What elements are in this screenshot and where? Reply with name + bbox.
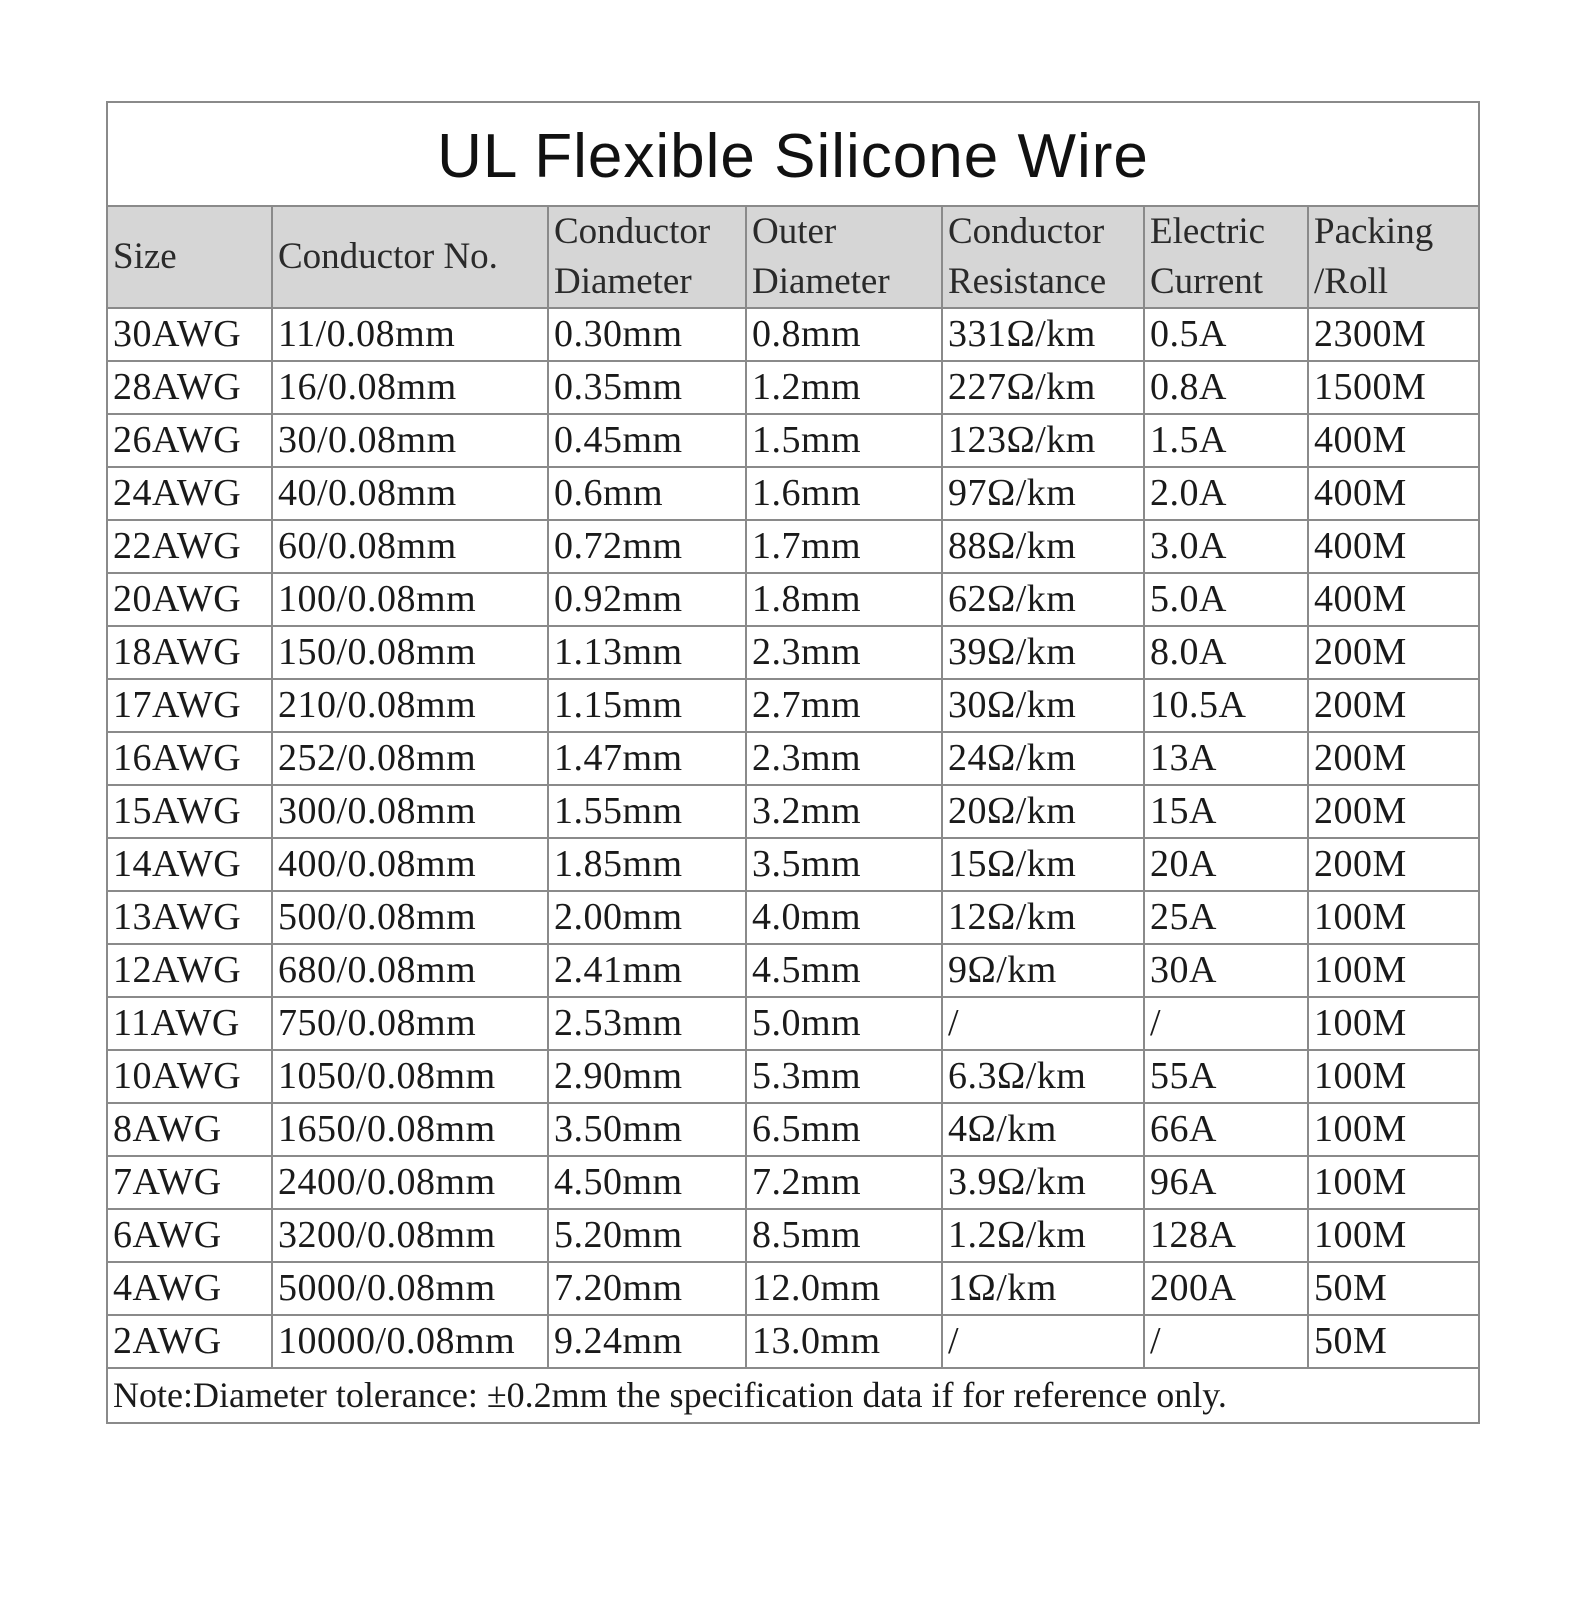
table-row [108,997,1478,1050]
cell-outer-diameter: 2.7mm [746,679,942,732]
cell-conductor-diameter: 9.24mm [548,1315,746,1368]
table-row [108,626,1478,679]
cell-conductor-diameter: 0.92mm [548,573,746,626]
cell-conductor-no: 400/0.08mm [272,838,548,891]
cell-conductor-no: 750/0.08mm [272,997,548,1050]
header-outer-diameter-line1: Outer [752,211,837,252]
table-row [108,520,1478,573]
cell-conductor-resistance: 6.3Ω/km [942,1050,1144,1103]
footnote: Note:Diameter tolerance: ±0.2mm the specification data if for reference only. [113,1375,1227,1415]
table-row [108,838,1478,891]
cell-conductor-no: 1650/0.08mm [272,1103,548,1156]
cell-electric-current: 3.0A [1144,520,1308,573]
cell-packing: 1500M [1308,361,1478,414]
header-size [108,207,272,308]
table-row [108,1262,1478,1315]
cell-conductor-diameter: 2.90mm [548,1050,746,1103]
cell-packing: 2300M [1308,308,1478,361]
cell-conductor-resistance: 331Ω/km [942,308,1144,361]
cell-conductor-diameter: 1.55mm [548,785,746,838]
cell-electric-current: / [1144,997,1308,1050]
cell-conductor-diameter: 1.15mm [548,679,746,732]
cell-conductor-no: 100/0.08mm [272,573,548,626]
cell-conductor-resistance: 3.9Ω/km [942,1156,1144,1209]
table-row [108,308,1478,361]
cell-conductor-no: 680/0.08mm [272,944,548,997]
cell-conductor-no: 300/0.08mm [272,785,548,838]
cell-conductor-no: 210/0.08mm [272,679,548,732]
cell-electric-current: 20A [1144,838,1308,891]
cell-conductor-diameter: 0.35mm [548,361,746,414]
cell-packing: 200M [1308,679,1478,732]
cell-outer-diameter: 0.8mm [746,308,942,361]
cell-conductor-resistance: 12Ω/km [942,891,1144,944]
cell-conductor-resistance: 24Ω/km [942,732,1144,785]
cell-conductor-diameter: 1.85mm [548,838,746,891]
cell-conductor-diameter: 2.00mm [548,891,746,944]
cell-conductor-resistance: / [942,997,1144,1050]
cell-packing: 400M [1308,573,1478,626]
cell-conductor-resistance: 20Ω/km [942,785,1144,838]
cell-electric-current: 0.5A [1144,308,1308,361]
cell-outer-diameter: 2.3mm [746,626,942,679]
cell-outer-diameter: 1.2mm [746,361,942,414]
cell-conductor-diameter: 0.72mm [548,520,746,573]
header-conductor-diameter [548,207,746,308]
cell-electric-current: 15A [1144,785,1308,838]
spec-table [108,207,1478,1369]
cell-outer-diameter: 5.3mm [746,1050,942,1103]
spec-table-body [108,308,1478,1368]
cell-outer-diameter: 4.5mm [746,944,942,997]
cell-packing: 200M [1308,785,1478,838]
cell-conductor-resistance: 15Ω/km [942,838,1144,891]
cell-conductor-diameter: 0.6mm [548,467,746,520]
table-row [108,1050,1478,1103]
cell-packing: 100M [1308,1050,1478,1103]
header-conductor-no [272,207,548,308]
cell-conductor-resistance: 39Ω/km [942,626,1144,679]
cell-electric-current: 66A [1144,1103,1308,1156]
header-conductor-diameter-line1: Conductor [554,211,711,252]
header-conductor-resistance-line1: Conductor [948,211,1105,252]
cell-size: 24AWG [108,467,272,520]
table-row [108,414,1478,467]
cell-packing: 100M [1308,997,1478,1050]
cell-conductor-no: 1050/0.08mm [272,1050,548,1103]
header-packing [1308,207,1478,308]
cell-size: 12AWG [108,944,272,997]
header-electric-current-line2: Current [1150,261,1264,302]
cell-size: 14AWG [108,838,272,891]
cell-outer-diameter: 12.0mm [746,1262,942,1315]
cell-packing: 100M [1308,1103,1478,1156]
cell-outer-diameter: 13.0mm [746,1315,942,1368]
cell-conductor-resistance: 123Ω/km [942,414,1144,467]
cell-electric-current: 128A [1144,1209,1308,1262]
cell-conductor-diameter: 0.45mm [548,414,746,467]
cell-electric-current: 200A [1144,1262,1308,1315]
header-conductor-resistance-line2: Resistance [948,261,1107,302]
cell-packing: 200M [1308,732,1478,785]
cell-size: 20AWG [108,573,272,626]
cell-size: 8AWG [108,1103,272,1156]
table-row [108,467,1478,520]
cell-outer-diameter: 6.5mm [746,1103,942,1156]
cell-size: 13AWG [108,891,272,944]
cell-conductor-diameter: 7.20mm [548,1262,746,1315]
header-conductor-no-label: Conductor No. [278,236,498,277]
cell-conductor-no: 11/0.08mm [272,308,548,361]
cell-conductor-resistance: 97Ω/km [942,467,1144,520]
cell-size: 6AWG [108,1209,272,1262]
cell-conductor-no: 150/0.08mm [272,626,548,679]
header-outer-diameter-line2: Diameter [752,261,890,302]
cell-conductor-resistance: 9Ω/km [942,944,1144,997]
cell-size: 11AWG [108,997,272,1050]
cell-electric-current: 5.0A [1144,573,1308,626]
cell-conductor-resistance: 4Ω/km [942,1103,1144,1156]
cell-conductor-resistance: 1Ω/km [942,1262,1144,1315]
header-conductor-resistance [942,207,1144,308]
cell-outer-diameter: 7.2mm [746,1156,942,1209]
cell-electric-current: 96A [1144,1156,1308,1209]
cell-packing: 200M [1308,626,1478,679]
cell-outer-diameter: 1.8mm [746,573,942,626]
spec-sheet [106,101,1480,1424]
cell-conductor-resistance: 227Ω/km [942,361,1144,414]
cell-conductor-no: 2400/0.08mm [272,1156,548,1209]
cell-size: 15AWG [108,785,272,838]
table-row [108,891,1478,944]
cell-conductor-no: 16/0.08mm [272,361,548,414]
table-row [108,573,1478,626]
cell-conductor-no: 60/0.08mm [272,520,548,573]
cell-conductor-no: 30/0.08mm [272,414,548,467]
table-row [108,1103,1478,1156]
cell-packing: 100M [1308,1156,1478,1209]
cell-conductor-resistance: 88Ω/km [942,520,1144,573]
cell-size: 16AWG [108,732,272,785]
cell-conductor-resistance: / [942,1315,1144,1368]
cell-packing: 50M [1308,1262,1478,1315]
cell-conductor-diameter: 3.50mm [548,1103,746,1156]
cell-packing: 50M [1308,1315,1478,1368]
table-row [108,361,1478,414]
table-row [108,785,1478,838]
cell-electric-current: 30A [1144,944,1308,997]
cell-conductor-resistance: 1.2Ω/km [942,1209,1144,1262]
cell-size: 22AWG [108,520,272,573]
cell-electric-current: 13A [1144,732,1308,785]
header-electric-current [1144,207,1308,308]
cell-size: 26AWG [108,414,272,467]
cell-conductor-resistance: 62Ω/km [942,573,1144,626]
table-row [108,1315,1478,1368]
cell-outer-diameter: 1.7mm [746,520,942,573]
table-row [108,732,1478,785]
cell-packing: 400M [1308,520,1478,573]
cell-size: 7AWG [108,1156,272,1209]
table-row [108,944,1478,997]
cell-outer-diameter: 3.2mm [746,785,942,838]
header-row [108,207,1478,308]
cell-electric-current: / [1144,1315,1308,1368]
cell-size: 30AWG [108,308,272,361]
header-size-label: Size [113,236,177,277]
header-outer-diameter [746,207,942,308]
cell-outer-diameter: 2.3mm [746,732,942,785]
cell-outer-diameter: 4.0mm [746,891,942,944]
cell-conductor-diameter: 2.41mm [548,944,746,997]
cell-conductor-no: 3200/0.08mm [272,1209,548,1262]
cell-conductor-diameter: 4.50mm [548,1156,746,1209]
cell-outer-diameter: 1.5mm [746,414,942,467]
cell-outer-diameter: 8.5mm [746,1209,942,1262]
cell-size: 28AWG [108,361,272,414]
cell-size: 4AWG [108,1262,272,1315]
cell-packing: 100M [1308,944,1478,997]
cell-size: 18AWG [108,626,272,679]
header-conductor-diameter-line2: Diameter [554,261,692,302]
cell-conductor-diameter: 1.47mm [548,732,746,785]
cell-size: 17AWG [108,679,272,732]
cell-size: 10AWG [108,1050,272,1103]
cell-electric-current: 8.0A [1144,626,1308,679]
cell-outer-diameter: 1.6mm [746,467,942,520]
cell-conductor-no: 500/0.08mm [272,891,548,944]
cell-packing: 400M [1308,467,1478,520]
cell-packing: 400M [1308,414,1478,467]
cell-packing: 100M [1308,891,1478,944]
cell-conductor-resistance: 30Ω/km [942,679,1144,732]
cell-conductor-no: 252/0.08mm [272,732,548,785]
cell-electric-current: 2.0A [1144,467,1308,520]
cell-conductor-diameter: 2.53mm [548,997,746,1050]
cell-conductor-no: 40/0.08mm [272,467,548,520]
cell-conductor-no: 10000/0.08mm [272,1315,548,1368]
cell-packing: 200M [1308,838,1478,891]
cell-conductor-diameter: 1.13mm [548,626,746,679]
cell-electric-current: 55A [1144,1050,1308,1103]
cell-electric-current: 1.5A [1144,414,1308,467]
cell-electric-current: 10.5A [1144,679,1308,732]
cell-conductor-diameter: 0.30mm [548,308,746,361]
cell-outer-diameter: 3.5mm [746,838,942,891]
page-title: UL Flexible Silicone Wire [108,103,1478,207]
cell-conductor-diameter: 5.20mm [548,1209,746,1262]
table-row [108,1156,1478,1209]
cell-outer-diameter: 5.0mm [746,997,942,1050]
header-packing-line1: Packing [1314,211,1434,252]
cell-conductor-no: 5000/0.08mm [272,1262,548,1315]
cell-packing: 100M [1308,1209,1478,1262]
cell-size: 2AWG [108,1315,272,1368]
cell-electric-current: 0.8A [1144,361,1308,414]
header-electric-current-line1: Electric [1150,211,1266,252]
table-row [108,1209,1478,1262]
table-row [108,679,1478,732]
header-packing-line2: /Roll [1314,261,1389,302]
cell-electric-current: 25A [1144,891,1308,944]
